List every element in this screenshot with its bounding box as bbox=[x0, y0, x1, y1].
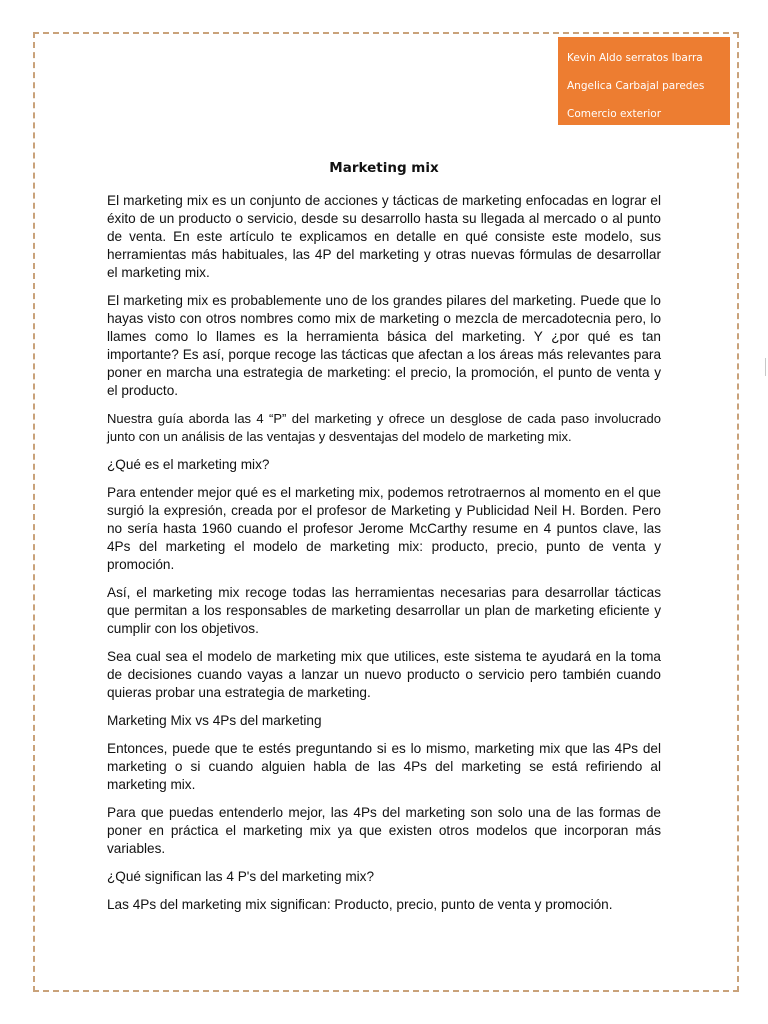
paragraph-meaning: Las 4Ps del marketing mix significan: Producto, precio, punto de venta y promoción. bbox=[107, 897, 613, 912]
author-name-1: Kevin Aldo serratos Ibarra bbox=[567, 52, 703, 64]
paragraph-decisions: Sea cual sea el modelo de marketing mix que utilices, este sistema te ayudará en la toma de decisiones cuando vayas a lanzar un nuevo producto o servicio pero también cuando quieras probar una estrategia de marketing. bbox=[107, 649, 661, 700]
document-title: Marketing mix bbox=[329, 160, 439, 176]
subheading-vs: Marketing Mix vs 4Ps del marketing bbox=[107, 713, 322, 728]
subheading-meaning: ¿Qué significan las 4 P's del marketing mix? bbox=[107, 869, 375, 884]
document-body bbox=[107, 192, 661, 924]
paragraph-tools: Así, el marketing mix recoge todas las herramientas necesarias para desarrollar tácticas que permitan a los responsables de marketing desarrollar un plan de marketing eficiente y cumplir con los objetivos. bbox=[107, 585, 661, 636]
scroll-marker bbox=[765, 358, 766, 376]
subheading-what-is: ¿Qué es el marketing mix? bbox=[107, 457, 270, 472]
paragraph-intro: El marketing mix es un conjunto de acciones y tácticas de marketing enfocadas en lograr el éxito de un producto o servicio, desde su desarrollo hasta su llegada al mercado o al punto de venta. En este artículo te explicamos en detalle en qué consiste este modelo, sus herramientas más habituales, las 4P del marketing y otras nuevas fórmulas de desarrollar el marketing mix. bbox=[107, 193, 661, 280]
course-name: Comercio exterior bbox=[567, 108, 662, 120]
author-name-2: Angelica Carbajal paredes bbox=[567, 80, 705, 92]
paragraph-pillars: El marketing mix es probablemente uno de los grandes pilares del marketing. Puede que lo hayas visto con otros nombres como mix de marketing o mezcla de mercadotecnia pero, lo llames como lo llames es la herramienta básica del marketing. Y ¿por qué es tan importante? Es así, porque recoge las tácticas que afectan a los áreas más relevantes para poner en marcha una estrategia de marketing: el precio, la promoción, el punto de venta y el producto. bbox=[107, 293, 661, 398]
paragraph-same: Entonces, puede que te estés preguntando si es lo mismo, marketing mix que las 4Ps del marketing o si cuando alguien habla de las 4Ps del marketing se está refiriendo al marketing mix. bbox=[107, 741, 661, 792]
paragraph-understand: Para que puedas entenderlo mejor, las 4Ps del marketing son solo una de las formas de poner en práctica el marketing mix ya que existen otros modelos que incorporan más variables. bbox=[107, 805, 661, 856]
author-info-box bbox=[558, 37, 730, 125]
paragraph-guide: Nuestra guía aborda las 4 “P” del marketing y ofrece un desglose de cada paso involucrado junto con un análisis de las ventajas y desventajas del modelo de marketing mix. bbox=[107, 411, 661, 444]
paragraph-history: Para entender mejor qué es el marketing mix, podemos retrotraernos al momento en el que surgió la expresión, creada por el profesor de Marketing y Publicidad Neil H. Borden. Pero no sería hasta 1960 cuando el profesor Jerome McCarthy resume en 4 puntos clave, las 4Ps del marketing el modelo de marketing mix: producto, precio, punto de venta y promoción. bbox=[107, 485, 661, 572]
